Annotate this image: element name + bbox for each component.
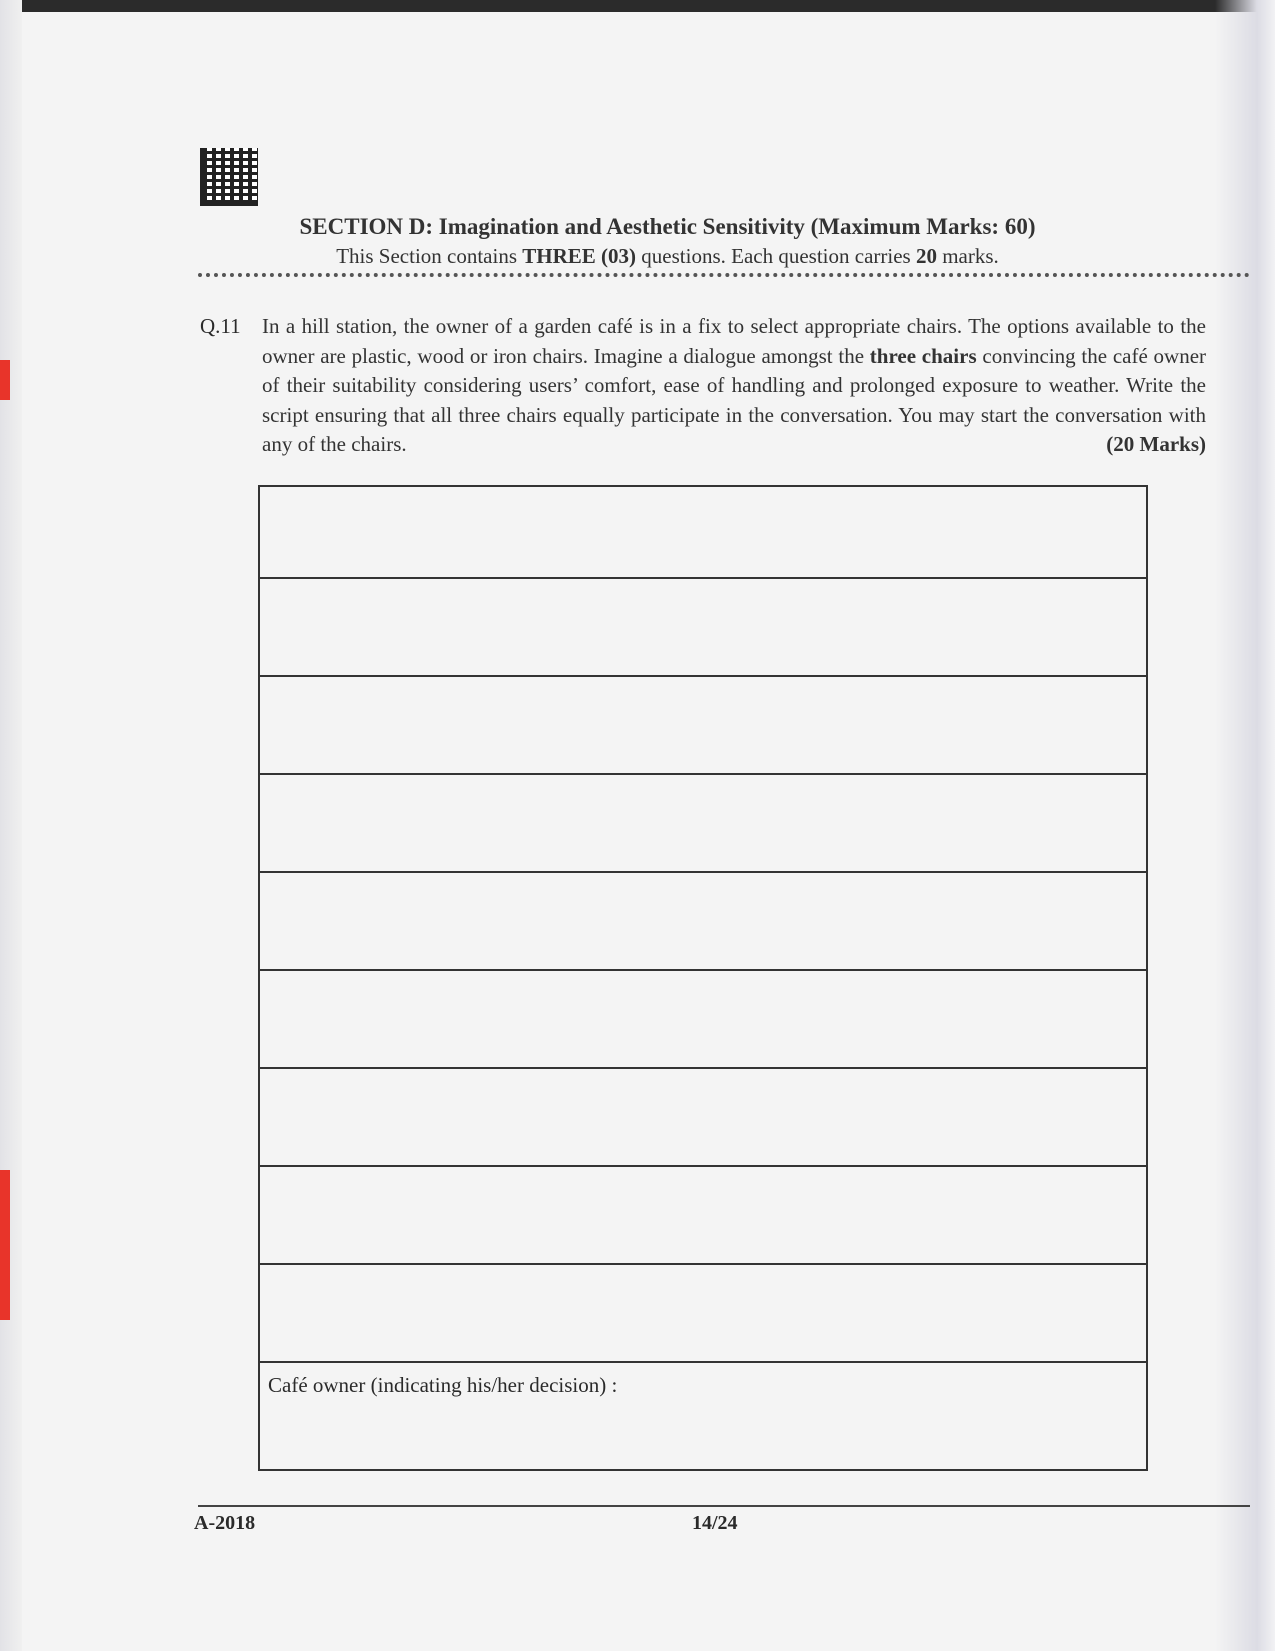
question-number: Q.11 [200,314,241,338]
red-edge-mark [0,1170,10,1320]
scan-top-border [0,0,1275,12]
answer-row[interactable] [260,775,1146,873]
answer-row[interactable] [260,677,1146,775]
answer-row[interactable] [260,579,1146,677]
answer-row[interactable] [260,487,1146,579]
qr-code-icon [200,148,258,206]
section-subtitle: This Section contains THREE (03) questions. Each question carries 20 marks. [336,244,999,268]
page-number: 14/24 [692,1512,738,1534]
red-edge-mark [0,360,10,400]
answer-box[interactable] [258,485,1148,1471]
question-text: In a hill station, the owner of a garden café is in a fix to select appropriate chairs. The options available to the owner are plastic, wood or iron chairs. Imagine a dialogue amongst the three chairs convincing the café owner of their suitability considering users’ comfort, ease of handling and prolonged exposure to weather. Write the script ensuring that all three chairs equally participate in the conversation. You may start the conversation with any of the chairs. (20 Marks) [262,312,1206,460]
footer-code: A-2018 [194,1512,256,1534]
section-title: SECTION D: Imagination and Aesthetic Sensitivity (Maximum Marks: 60) [299,214,1036,239]
answer-row[interactable] [260,1265,1146,1363]
cafe-owner-decision-row[interactable] [260,1363,1146,1469]
footer-divider [198,1505,1250,1507]
cafe-owner-decision-label: Café owner (indicating his/her decision) : [268,1373,618,1397]
dotted-divider [198,273,1250,277]
answer-row[interactable] [260,873,1146,971]
answer-row[interactable] [260,1167,1146,1265]
answer-row[interactable] [260,1069,1146,1167]
question-marks: (20 Marks) [1106,432,1206,456]
answer-row[interactable] [260,971,1146,1069]
